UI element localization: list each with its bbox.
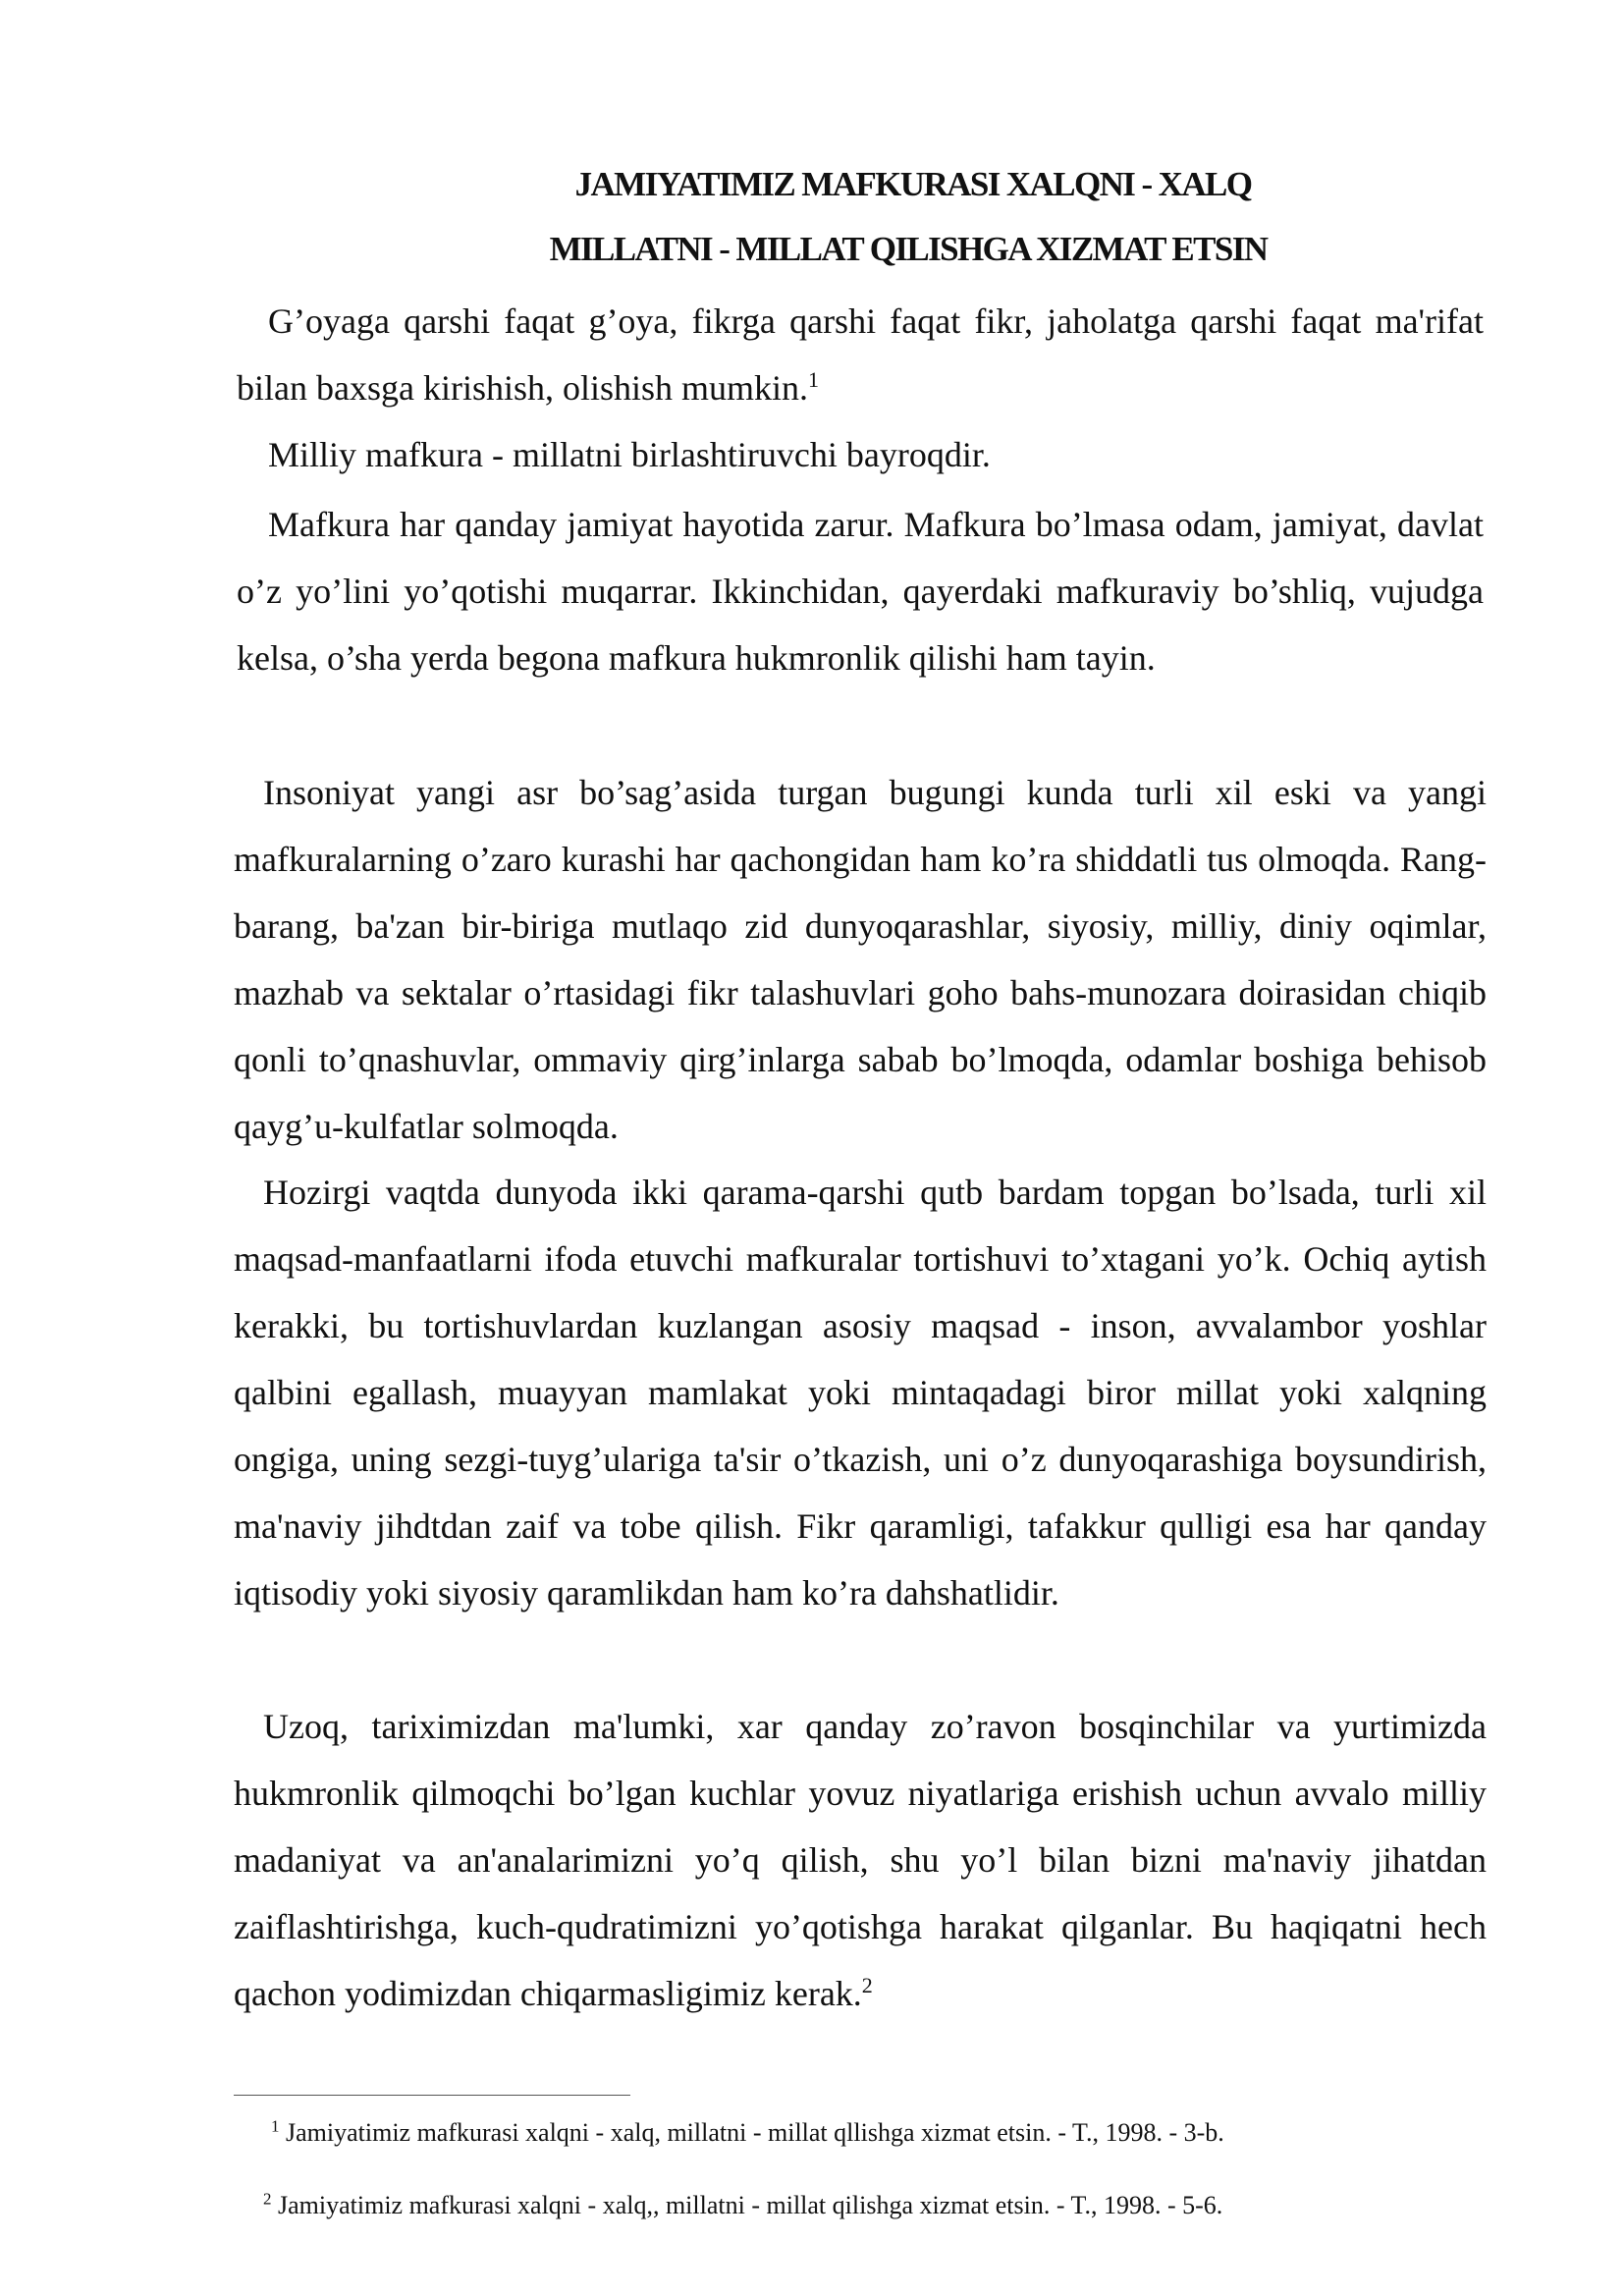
paragraph-2: [237, 421, 1484, 488]
document-title: [236, 152, 1483, 282]
footnote-divider: [234, 2095, 630, 2096]
paragraph-1: [237, 288, 1484, 421]
footnote-text: Jamiyatimiz mafkurasi xalqni - xalq,, millatni - millat qilishga xizmat etsin. - T., 1998. - 5-6.: [278, 2191, 1223, 2219]
footnote-2: [263, 2189, 1222, 2222]
title-line-1: JAMIYATIMIZ MAFKURASI XALQNI - XALQ: [574, 165, 1252, 203]
paragraph-5: [234, 1159, 1487, 1626]
paragraph-6: [234, 1693, 1487, 2027]
footnote-mark: 2: [263, 2189, 272, 2209]
paragraph-3: [237, 491, 1484, 691]
paragraph-text: Milliy mafkura - millatni birlashtiruvchi bayroqdir.: [268, 435, 991, 474]
paragraph-text: Insoniyat yangi asr bo’sag’asida turgan bugungi kunda turli xil eski va yangi mafkuralarning o’zaro kurashi har qachongidan ham ko’ra shiddatli tus olmoqda. Rang-barang, ba'zan bir-biriga mutlaqo zid dunyoqarashlar, siyosiy, milliy, diniy oqimlar, mazhab va sektalar o’rtasidagi fikr talashuvlari goho bahs-munozara doirasidan chiqib qonli to’qnashuvlar, ommaviy qirg’inlarga sabab bo’lmoqda, odamlar boshiga behisob qayg’u-kulfatlar solmoqda.: [234, 773, 1487, 1146]
footnote-1: [271, 2116, 1224, 2150]
footnote-ref-2: 2: [861, 1973, 873, 1997]
paragraph-text: Hozirgi vaqtda dunyoda ikki qarama-qarshi qutb bardam topgan bo’lsada, turli xil maqsad-manfaatlarni ifoda etuvchi mafkuralar tortishuvi to’xtagani yo’k. Ochiq aytish kerakki, bu tortishuvlardan kuzlangan asosiy maqsad - inson, avvalambor yoshlar qalbini egallash, muayyan mamlakat yoki mintaqadagi biror millat yoki xalqning ongiga, uning sezgi-tuyg’ulariga ta'sir o’tkazish, uni o’z dunyoqarashiga boysundirish, ma'naviy jihdtdan zaif va tobe qilish. Fikr qaramligi, tafakkur qulligi esa har qanday iqtisodiy yoki siyosiy qaramlikdan ham ko’ra dahshatlidir.: [234, 1173, 1487, 1613]
paragraph-text: Uzoq, tariximizdan ma'lumki, xar qanday zo’ravon bosqinchilar va yurtimizda hukmronlik qilmoqchi bo’lgan kuchlar yovuz niyatlariga erishish uchun avvalo milliy madaniyat va an'analarimizni yo’q qilish, shu yo’l bilan bizni ma'naviy jihatdan zaiflashtirishga, kuch-qudratimizni yo’qotishga harakat qilganlar. Bu haqiqatni hech qachon yodimizdan chiqarmasligimiz kerak.: [234, 1707, 1487, 2013]
paragraph-4: [234, 759, 1487, 1160]
footnote-text: Jamiyatimiz mafkurasi xalqni - xalq, millatni - millat qllishga xizmat etsin. - T., 1998. - 3-b.: [286, 2118, 1224, 2147]
title-line-2: MILLATNI - MILLAT QILISHGA XIZMAT ETSIN: [549, 230, 1268, 268]
footnote-ref-1: 1: [808, 367, 819, 392]
footnote-mark: 1: [271, 2116, 280, 2136]
paragraph-text: Mafkura har qanday jamiyat hayotida zarur. Mafkura bo’lmasa odam, jamiyat, davlat o’z yo’lini yo’qotishi muqarrar. Ikkinchidan, qayerdaki mafkuraviy bo’shliq, vujudga kelsa, o’sha yerda begona mafkura hukmronlik qilishi ham tayin.: [237, 505, 1484, 678]
paragraph-text: G’oyaga qarshi faqat g’oya, fikrga qarshi faqat fikr, jaholatga qarshi faqat ma'rifat bilan baxsga kirishish, olishish mumkin.: [237, 301, 1484, 408]
